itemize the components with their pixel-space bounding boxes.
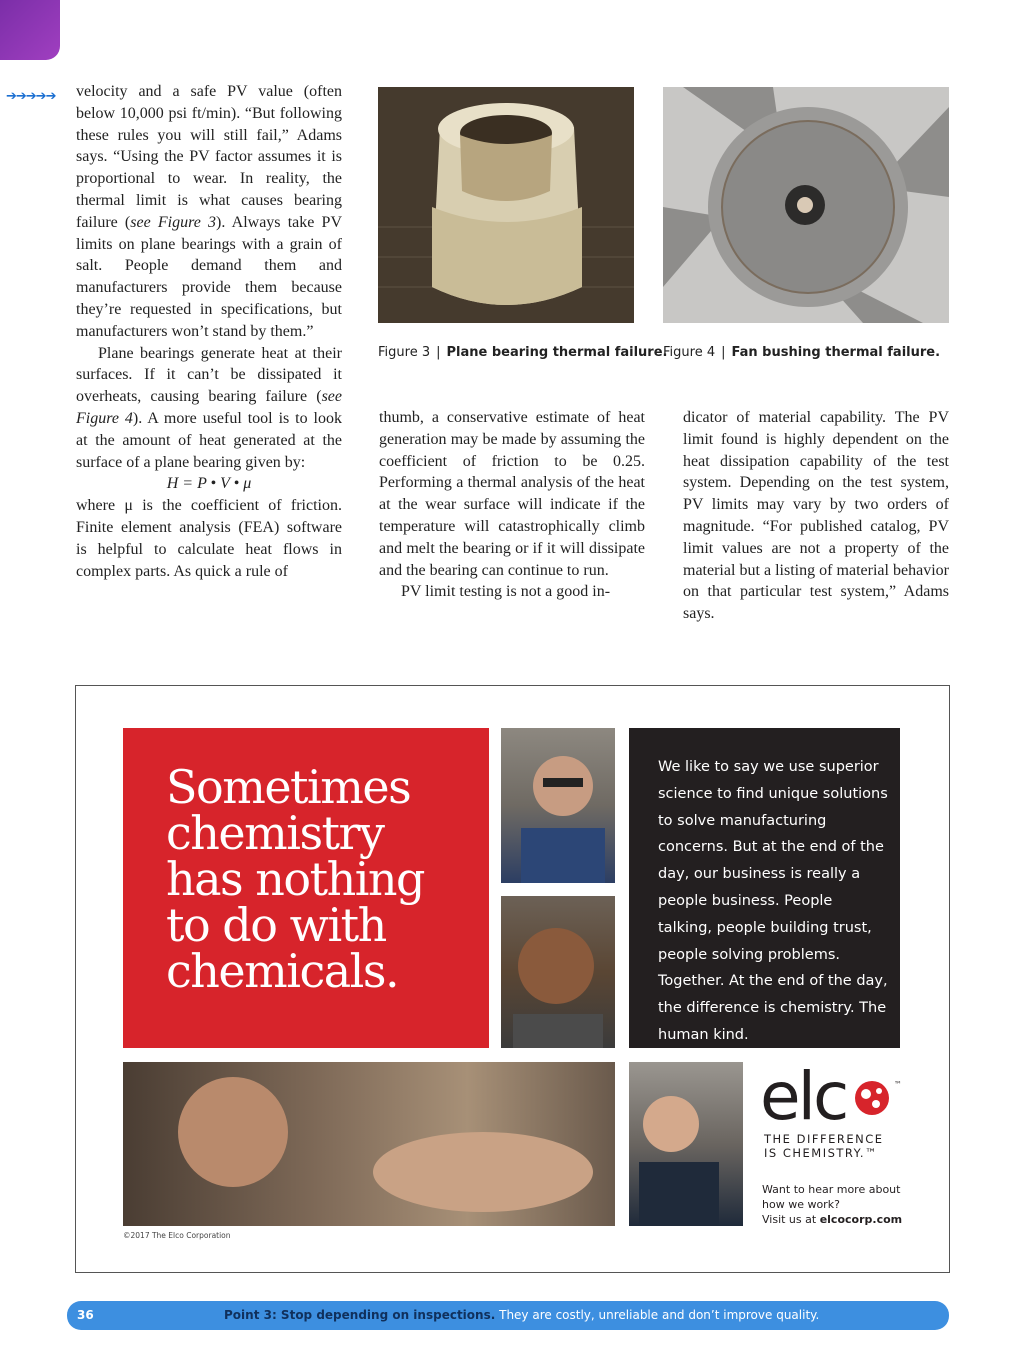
ad-body-panel [629,728,900,1048]
paragraph: velocity and a safe PV value (often below 10,000 psi ft/min). “But following these rules you will still fail,” Adams says. “Using the PV factor assumes it is proportional to wear. In reality, the thermal limit is what causes bearing failure (see Figure 3). Always take PV limits on plane bearings with a grain of salt. People demand them and manufacturers provide them because they’re requested in specifications, but manufacturers won’t stand by them.” [76,83,342,340]
ad-photo-handshake [123,1062,615,1226]
ad-photo-older-man [501,728,615,883]
figure-4-caption: Figure 4 | Fan bushing thermal failure. [663,345,941,360]
paragraph: thumb, a conservative estimate of heat generation may be made by assuming the coefficient of friction to be 0.25. Performing a thermal analysis of the heat at the wear surface will indicate if the temperature will catastrophically climb and melt the bearing or if it will dissipate and the bearing can continue to run. [379,409,645,579]
elco-call-to-action: Want to hear more about how we work? Visit us at elcocorp.com [762,1183,903,1226]
page-number: 36 [77,1308,94,1322]
article-column-1 [76,81,342,582]
elco-logo: elc [760,1058,847,1135]
ad-photo-woman [629,1062,743,1226]
page-footer-bar [67,1301,949,1330]
elco-tagline: THE DIFFERENCE IS CHEMISTRY.™ [764,1132,884,1160]
article-column-3 [683,407,949,625]
figure-4-photo [663,87,949,323]
article-column-2 [379,407,645,603]
fan-bushing-image [663,87,949,323]
ad-body-text: We like to say we use superior science to find unique solutions to solve manufacturing concerns. But at the end of the day, our business is really a people business. People talking, people building trust, people solving problems. Together. At the end of the day, the difference is chemistry. The human kind. [658,759,888,1043]
paragraph: dicator of material capability. The PV limit found is highly dependent on the heat dissipation capability of the test system. Depending on the test system, PV limits may vary by two orders of magnitude. “For published catalog, PV limit values are not a property of the material but a listing of material behavior on that particular test system,” Adams says. [683,409,949,623]
ad-photo-young-man [501,896,615,1048]
ad-headline: Sometimes chemistry has nothing to do with chemicals. [166,760,424,998]
bearing-image [378,87,634,323]
elco-advertisement [75,685,950,1273]
heat-formula: H = P • V • μ [166,475,252,493]
elco-trademark: ™ [894,1080,902,1089]
paragraph: Plane bearings generate heat at their surfaces. If it can’t be dissipated it overheats, causing bearing failure (see Figure 4). A more useful tool is to look at the amount of heat generated at the surface of a plane bearing given by: [76,344,342,471]
paragraph: where μ is the coefficient of friction. Finite element analysis (FEA) software is helpful to calculate heat flows in complex parts. As quick a rule of [76,497,342,580]
ad-copyright: ©2017 The Elco Corporation [123,1231,231,1240]
elco-logo-molecule-icon [852,1078,892,1118]
paragraph: PV limit testing is not a good in- [401,583,611,601]
footer-point-text: Point 3: Stop depending on inspections. They are costly, unreliable and don’t improve quality. [224,1308,820,1322]
ad-headline-panel [123,728,489,1048]
continued-arrows-icon: ➔➔➔➔➔ [6,89,56,104]
elco-url-link[interactable]: elcocorp.com [819,1213,903,1226]
figure-3-caption: Figure 3 | Plane bearing thermal failure. [378,345,668,360]
section-corner-tab [0,0,60,60]
figure-3-photo [378,87,634,323]
